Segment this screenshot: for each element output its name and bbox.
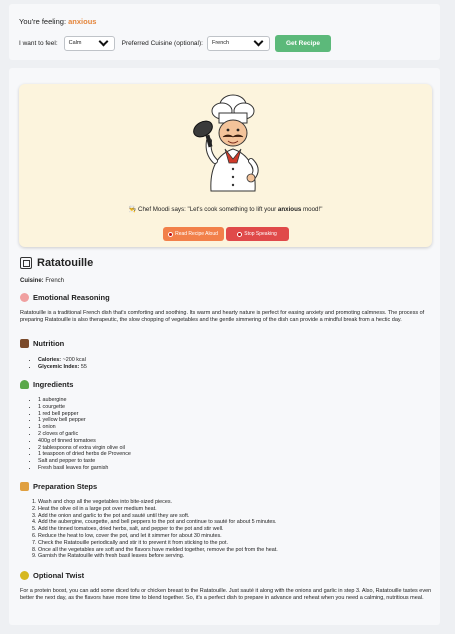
list-item: 3. Add the onion and garlic to the pot and sauté until they are soft. xyxy=(38,513,278,520)
recipe-icon xyxy=(20,257,32,269)
chevron-down-icon xyxy=(254,36,264,46)
cuisine-line-label: Cuisine: xyxy=(20,278,44,284)
ingredients-heading xyxy=(20,380,73,389)
cuisine-select[interactable] xyxy=(207,36,270,51)
nutrition-value: 55 xyxy=(80,363,87,370)
list-item: • 1 aubergine xyxy=(38,397,131,404)
ingredients-heading-text: Ingredients xyxy=(33,380,74,389)
list-item: 2. Heat the olive oil in a large pot over medium heat. xyxy=(38,506,278,513)
list-item: 7. Check the Ratatouille periodically and stir it to prevent it from sticking to the pot. xyxy=(38,540,278,547)
feeling-line xyxy=(19,17,96,26)
list-item: 9. Garnish the Ratatouille with fresh basil leaves before serving. xyxy=(38,553,278,560)
stop-speaking-button[interactable] xyxy=(226,227,289,241)
recipe-title-text: Ratatouille xyxy=(37,257,94,269)
list-item: • 1 yellow bell pepper xyxy=(38,417,131,424)
chef-panel xyxy=(19,84,432,247)
want-select[interactable] xyxy=(64,36,115,51)
twist-heading-text: Optional Twist xyxy=(33,571,85,580)
list-item: • 1 onion xyxy=(38,424,131,431)
emotional-heading xyxy=(20,293,110,302)
stop-icon xyxy=(237,232,242,237)
salad-icon xyxy=(20,380,29,389)
list-item: 1. Wash and chop all the vegetables into bite-sized pieces. xyxy=(38,499,278,506)
list-item: • 1 teaspoon of dried herbs de Provence xyxy=(38,451,131,458)
emotional-text: Ratatouille is a traditional French dish that's comforting and soothing. Its warm and hearty nature is perfect for easing anxiety and promoting calmness. The process of preparing Ratatouille is also therapeutic, the slow chopping of vegetables and the gentle simmering of the dish can provide a mindful break from a hectic day. xyxy=(20,310,425,324)
recipe-card xyxy=(9,68,440,625)
nutrition-list xyxy=(38,357,87,371)
stop-speaking-label: Stop Speaking xyxy=(244,231,277,237)
want-label: I want to feel: xyxy=(19,39,58,47)
list-item: • 2 tablespoons of extra virgin olive oil xyxy=(38,445,131,452)
twist-heading xyxy=(20,571,84,580)
feeling-label: You're feeling: xyxy=(19,17,67,26)
read-aloud-label: Read Recipe Aloud xyxy=(175,231,218,237)
sparkle-icon xyxy=(20,571,29,580)
speaker-icon xyxy=(168,232,173,237)
chef-message-prefix: 👨‍🍳 Chef Moodi says: "Let's cook something to lift your xyxy=(128,206,278,213)
nutrition-heading xyxy=(20,339,64,348)
cuisine-label: Preferred Cuisine (optional): xyxy=(121,39,203,47)
chef-message-suffix: mood!" xyxy=(301,206,323,213)
chevron-down-icon xyxy=(98,36,108,46)
mood-form-card xyxy=(9,4,440,60)
steps-heading xyxy=(20,482,97,491)
list-item xyxy=(38,357,87,364)
nutrition-label: Glycemic Index: xyxy=(38,363,80,370)
nutrition-heading-text: Nutrition xyxy=(33,339,65,348)
list-item: • 1 courgette xyxy=(38,404,131,411)
ingredients-list xyxy=(38,397,131,472)
nutrition-value: ~200 kcal xyxy=(62,357,86,363)
steps-list xyxy=(38,499,278,560)
list-item: 8. Once all the vegetables are soft and the flavors have melded together, remove the pot from the heat. xyxy=(38,547,278,554)
nutrition-label: Calories: xyxy=(38,357,62,363)
read-aloud-button[interactable] xyxy=(163,227,224,241)
list-item: 6. Reduce the heat to low, cover the pot, and let it simmer for about 30 minutes. xyxy=(38,533,278,540)
chart-icon xyxy=(20,339,29,348)
controls-row xyxy=(19,34,331,52)
cuisine-select-value: French xyxy=(211,40,230,46)
cuisine-line-value: French xyxy=(45,278,65,284)
list-item: • Fresh basil leaves for garnish xyxy=(38,465,131,472)
want-select-value: Calm xyxy=(68,40,82,46)
cooking-icon xyxy=(20,482,29,491)
feeling-value: anxious xyxy=(68,17,97,26)
list-item: • 1 red bell pepper xyxy=(38,411,131,418)
chef-message-mood: anxious xyxy=(277,206,302,213)
steps-heading-text: Preparation Steps xyxy=(33,482,98,491)
list-item: • 2 cloves of garlic xyxy=(38,431,131,438)
get-recipe-button[interactable]: Get Recipe xyxy=(275,35,331,52)
emotional-heading-text: Emotional Reasoning xyxy=(33,293,110,302)
brain-icon xyxy=(20,293,29,302)
list-item xyxy=(38,364,87,371)
chef-mascot-icon xyxy=(189,91,267,201)
recipe-title xyxy=(20,257,93,269)
list-item: • Salt and pepper to taste xyxy=(38,458,131,465)
list-item: 5. Add the tinned tomatoes, dried herbs, salt, and pepper to the pot and stir well. xyxy=(38,526,278,533)
chef-message xyxy=(19,205,432,213)
list-item: • 400g of tinned tomatoes xyxy=(38,438,131,445)
list-item: 4. Add the aubergine, courgette, and bell peppers to the pot and continue to sauté for about 5 minutes. xyxy=(38,519,278,526)
cuisine-line xyxy=(20,278,64,284)
speech-buttons xyxy=(19,227,432,241)
twist-text: For a protein boost, you can add some diced tofu or chicken breast to the Ratatouille. Just sauté it along with the onions and garlic in step 3. Also, Ratatouille tastes even better the next day, as the flavors have more time to blend together. So, it's a perfect dish to prepare in advance and reheat when you need a calming, nutritious meal. xyxy=(20,588,432,602)
